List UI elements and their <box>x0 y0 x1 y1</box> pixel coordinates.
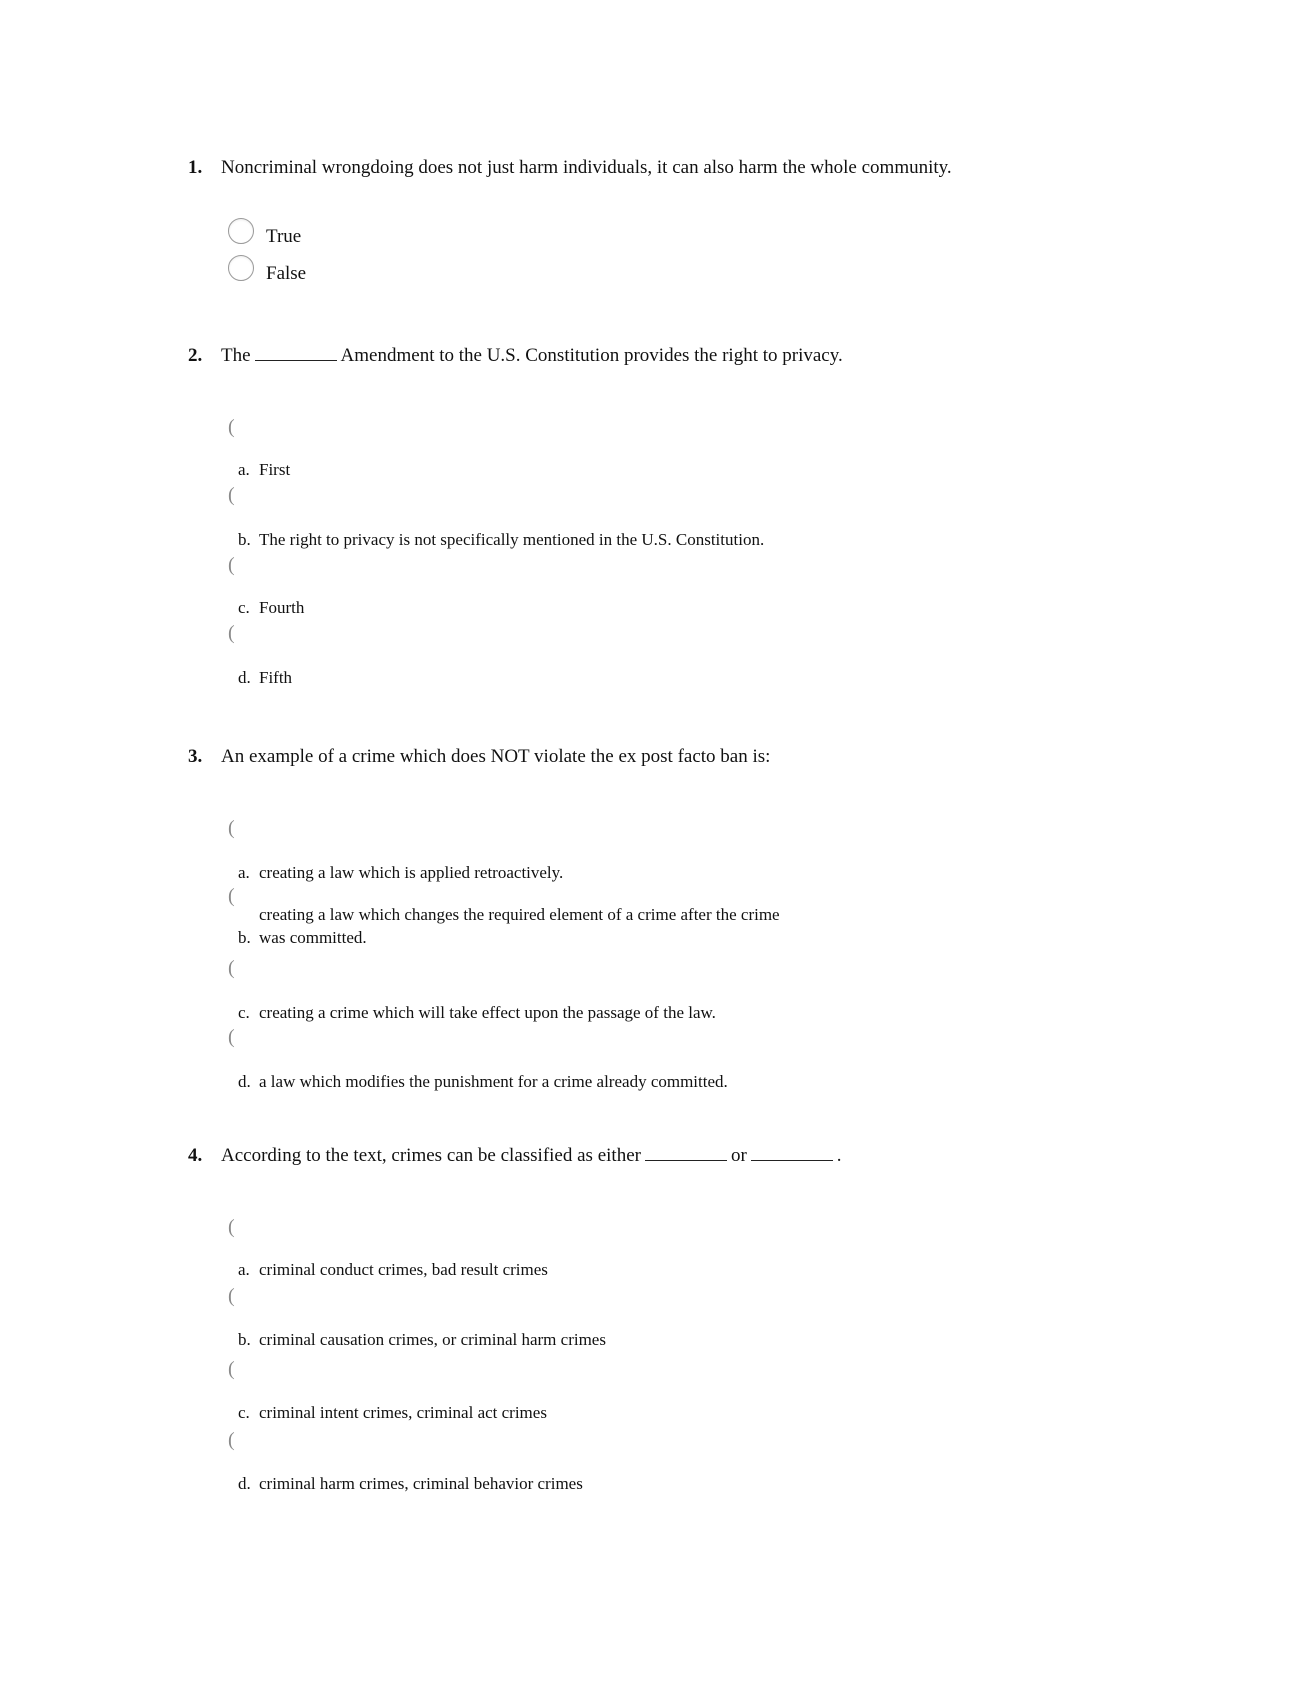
radio-button[interactable] <box>228 255 254 281</box>
question-number: 2. <box>188 345 203 366</box>
fill-in-blank <box>645 1144 727 1161</box>
option-text: Fifth <box>259 668 293 687</box>
option-label: False <box>266 263 307 284</box>
option-letter: d. <box>238 1072 251 1091</box>
option-b[interactable] <box>228 1285 1128 1355</box>
option-a[interactable] <box>228 416 1128 486</box>
option-text: creating a law which is applied retroactively. <box>259 863 564 882</box>
radio-button[interactable]: ( <box>228 622 235 644</box>
option-letter: c. <box>238 598 250 617</box>
option-text: Fourth <box>259 598 305 617</box>
option-text: criminal causation crimes, or criminal harm crimes <box>259 1330 606 1349</box>
radio-button[interactable]: ( <box>228 1216 235 1238</box>
option-text: creating a law which changes the required element of a crime after the crime <box>259 905 780 924</box>
question-number: 3. <box>188 746 203 767</box>
radio-button[interactable]: ( <box>228 1285 235 1307</box>
radio-button[interactable]: ( <box>228 817 235 839</box>
option-letter: c. <box>238 1003 250 1022</box>
option-text-continued: was committed. <box>259 928 367 947</box>
option-letter: a. <box>238 460 250 479</box>
option-letter: a. <box>238 863 250 882</box>
option-text: The right to privacy is not specifically mentioned in the U.S. Constitution. <box>259 530 765 549</box>
option-text: criminal intent crimes, criminal act crimes <box>259 1403 547 1422</box>
option-letter: d. <box>238 668 251 687</box>
question-text: Noncriminal wrongdoing does not just harm individuals, it can also harm the whole community. <box>221 157 952 178</box>
option-text: criminal conduct crimes, bad result crimes <box>259 1260 548 1279</box>
option-letter: b. <box>238 928 251 947</box>
option-letter: a. <box>238 1260 250 1279</box>
radio-button[interactable] <box>228 218 254 244</box>
radio-button[interactable]: ( <box>228 554 235 576</box>
option-b[interactable] <box>228 885 1128 955</box>
question-number: 4. <box>188 1145 203 1166</box>
option-label: True <box>266 226 302 247</box>
option-a[interactable] <box>228 1216 1128 1286</box>
radio-button[interactable]: ( <box>228 885 235 907</box>
option-letter: c. <box>238 1403 250 1422</box>
option-text: First <box>259 460 291 479</box>
question-text: According to the text, crimes can be classified as either or . <box>221 1145 842 1166</box>
radio-button[interactable]: ( <box>228 1026 235 1048</box>
option-d[interactable] <box>228 1026 1128 1096</box>
option-c[interactable] <box>228 554 1128 624</box>
option-text: criminal harm crimes, criminal behavior crimes <box>259 1474 583 1493</box>
question-text: The Amendment to the U.S. Constitution provides the right to privacy. <box>221 345 843 366</box>
option-a[interactable] <box>228 817 1128 887</box>
option-d[interactable] <box>228 1429 1128 1499</box>
fill-in-blank <box>751 1144 833 1161</box>
option-text: creating a crime which will take effect upon the passage of the law. <box>259 1003 716 1022</box>
option-letter: d. <box>238 1474 251 1493</box>
radio-button[interactable]: ( <box>228 1429 235 1451</box>
option-letter: b. <box>238 1330 251 1349</box>
radio-button[interactable]: ( <box>228 416 235 438</box>
fill-in-blank <box>255 344 337 361</box>
option-letter: b. <box>238 530 251 549</box>
question-text: An example of a crime which does NOT violate the ex post facto ban is: <box>221 746 771 767</box>
option-c[interactable] <box>228 1358 1128 1428</box>
option-b[interactable] <box>228 484 1128 554</box>
radio-button[interactable]: ( <box>228 957 235 979</box>
option-text: a law which modifies the punishment for a crime already committed. <box>259 1072 728 1091</box>
option-d[interactable] <box>228 622 1128 692</box>
question-number: 1. <box>188 157 203 178</box>
radio-button[interactable]: ( <box>228 1358 235 1380</box>
radio-button[interactable]: ( <box>228 484 235 506</box>
option-c[interactable] <box>228 957 1128 1027</box>
